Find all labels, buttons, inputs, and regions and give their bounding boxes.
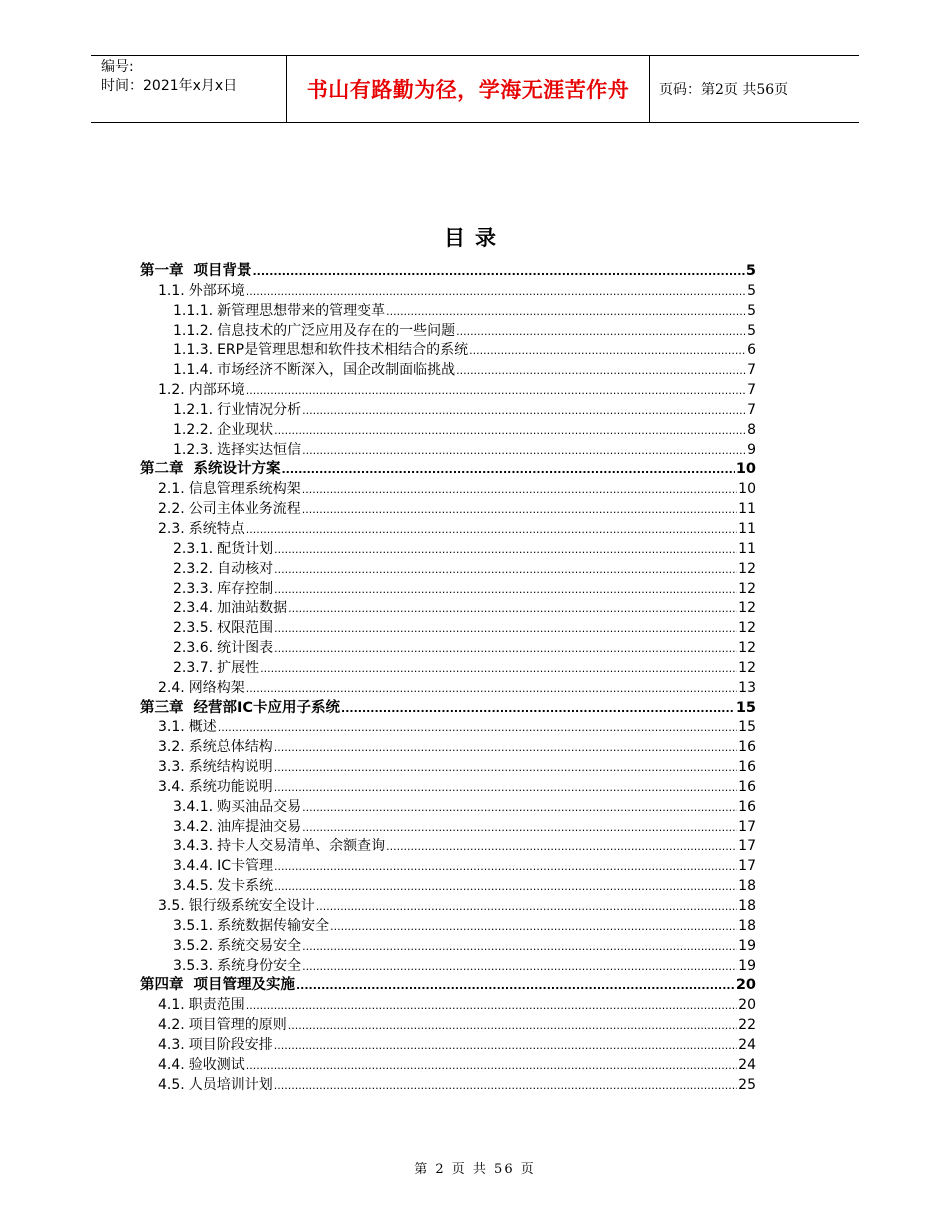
toc-dot-leader [296, 976, 735, 996]
toc-entry-page: 5 [745, 263, 756, 279]
toc-entry-number: 1.1.1. [173, 302, 214, 319]
toc-entry-number: 第一章 [140, 263, 184, 279]
header-meta [101, 58, 237, 96]
toc-entry-page: 16 [738, 759, 756, 776]
toc-entry[interactable] [140, 560, 756, 580]
toc-entry-page: 12 [738, 640, 756, 657]
toc-entry[interactable] [140, 996, 756, 1016]
toc-dot-leader [282, 460, 735, 480]
toc-dot-leader [274, 857, 737, 877]
toc-entry-number: 4.4. [158, 1056, 185, 1073]
toc-dot-leader [253, 262, 745, 282]
toc-entry-page: 10 [738, 481, 756, 498]
toc-dot-leader [302, 401, 746, 421]
toc-entry-number: 2.3.6. [173, 640, 214, 657]
toc-entry-title: 项目背景 [193, 263, 252, 279]
header-page-info: 页码：第2页 共56页 [659, 82, 789, 98]
toc-entry-title: 统计图表 [217, 640, 274, 657]
document-date: 时间：2021年x月x日 [101, 78, 238, 94]
toc-entry-title: 公司主体业务流程 [188, 501, 301, 518]
toc-entry-number: 2.3.2. [173, 560, 214, 577]
toc-entry-page: 5 [747, 282, 756, 299]
toc-entry-page: 17 [738, 818, 756, 835]
toc-entry-number: 1.1.4. [173, 362, 214, 379]
toc-entry-number: 2.1. [158, 481, 185, 498]
toc-entry-page: 22 [738, 1017, 756, 1034]
toc-entry[interactable] [140, 302, 756, 322]
toc-entry-title: 系统特点 [188, 520, 245, 537]
toc-entry[interactable] [140, 1016, 756, 1036]
toc-entry-title: 加油站数据 [217, 600, 288, 617]
toc-entry[interactable] [140, 599, 756, 619]
toc-entry-number: 1.2.2. [173, 421, 214, 438]
toc-entry-page: 12 [738, 560, 756, 577]
toc-entry-title: 购买油品交易 [217, 798, 302, 815]
toc-entry-title: 企业现状 [217, 421, 274, 438]
page-header [91, 55, 859, 123]
toc-entry-title: 系统功能说明 [188, 778, 273, 795]
toc-entry-title: 新管理思想带来的管理变革 [217, 302, 386, 319]
header-divider-right [649, 56, 650, 122]
toc-entry-page: 5 [747, 302, 756, 319]
toc-dot-leader [456, 361, 746, 381]
toc-dot-leader [386, 837, 737, 857]
toc-entry-title: 系统设计方案 [193, 461, 281, 478]
toc-entry-number: 2.3. [158, 520, 185, 537]
toc-entry[interactable] [140, 580, 756, 600]
toc-entry-title: 项目阶段安排 [188, 1036, 273, 1053]
toc-entry-page: 7 [747, 401, 756, 418]
toc-entry[interactable] [140, 937, 756, 957]
toc-entry-page: 24 [738, 1036, 756, 1053]
toc-entry[interactable] [140, 857, 756, 877]
toc-entry-title: 外部环境 [188, 282, 245, 299]
toc-title: 目录 [444, 225, 506, 250]
toc-entry-number: 4.1. [158, 997, 185, 1014]
toc-entry-number: 3.1. [158, 719, 185, 736]
toc-entry-number: 3.5.2. [173, 937, 214, 954]
toc-entry-page: 19 [738, 957, 756, 974]
toc-entry-page: 13 [738, 679, 756, 696]
toc-entry-number: 1.2.3. [173, 441, 214, 458]
toc-entry-number: 1.1.3. [173, 342, 214, 359]
toc-dot-leader [246, 282, 746, 302]
toc-entry-page: 7 [747, 362, 756, 379]
toc-entry-page: 20 [735, 977, 756, 994]
toc-entry-number: 2.2. [158, 501, 185, 518]
toc-dot-leader [274, 1036, 737, 1056]
toc-entry-title: 行业情况分析 [217, 401, 302, 418]
toc-entry[interactable] [140, 778, 756, 798]
toc-entry-number: 3.5.1. [173, 917, 214, 934]
toc-entry-title: 自动核对 [217, 560, 274, 577]
toc-entry[interactable] [140, 282, 756, 302]
toc-entry-title: 银行级系统安全设计 [188, 898, 315, 914]
toc-entry-number: 3.5.3. [173, 957, 214, 974]
toc-entry-title: 配货计划 [217, 540, 274, 557]
toc-entry-page: 17 [738, 858, 756, 875]
toc-dot-leader [288, 599, 737, 619]
toc-dot-leader [246, 520, 737, 540]
toc-entry-page: 20 [738, 997, 756, 1014]
toc-entry-title: 网络构架 [188, 679, 245, 696]
toc-entry-title: 系统交易安全 [217, 937, 302, 954]
toc-entry-page: 15 [738, 719, 756, 736]
toc-dot-leader [302, 798, 737, 818]
toc-entry-page: 16 [738, 778, 756, 795]
toc-entry-title: 信息管理系统构架 [188, 481, 301, 498]
toc-dot-leader [274, 1076, 737, 1096]
toc-entry[interactable] [140, 679, 756, 699]
toc-entry-page: 12 [738, 580, 756, 597]
toc-entry-page: 16 [738, 798, 756, 815]
toc-entry[interactable] [140, 639, 756, 659]
toc-entry[interactable] [140, 718, 756, 738]
toc-dot-leader [260, 659, 737, 679]
toc-entry-page: 12 [738, 620, 756, 637]
toc-entry[interactable] [140, 361, 756, 381]
toc-dot-leader [316, 897, 737, 917]
toc-entry-page: 6 [747, 342, 756, 359]
toc-dot-leader [456, 322, 746, 342]
toc-dot-leader [302, 441, 746, 461]
toc-dot-leader [302, 500, 737, 520]
toc-entry-page: 11 [738, 520, 756, 537]
toc-entry-page: 7 [747, 382, 756, 399]
toc-entry-number: 第二章 [140, 461, 184, 478]
toc-entry-title: 项目管理及实施 [193, 977, 295, 994]
toc-dot-leader [274, 778, 737, 798]
document-number-label: 编号: [101, 59, 134, 75]
table-of-contents [140, 262, 756, 1095]
toc-entry[interactable] [140, 401, 756, 421]
toc-entry-title: 库存控制 [217, 580, 274, 597]
toc-entry-number: 1.2.1. [173, 401, 214, 418]
toc-dot-leader [274, 421, 746, 441]
toc-entry[interactable] [140, 619, 756, 639]
toc-entry[interactable] [140, 421, 756, 441]
toc-entry-number: 3.4.4. [173, 858, 214, 875]
toc-entry-title: 人员培训计划 [188, 1076, 273, 1093]
toc-entry[interactable] [140, 917, 756, 937]
toc-dot-leader [274, 560, 737, 580]
toc-entry[interactable] [140, 659, 756, 679]
toc-entry[interactable] [140, 738, 756, 758]
toc-entry-page: 8 [747, 421, 756, 438]
toc-entry-title: 系统总体结构 [188, 739, 273, 756]
toc-entry-page: 25 [738, 1076, 756, 1093]
toc-entry-number: 2.3.7. [173, 659, 214, 676]
toc-entry[interactable] [140, 480, 756, 500]
toc-entry-title: ERP是管理思想和软件技术相结合的系统 [217, 342, 469, 359]
toc-entry-title: 权限范围 [217, 620, 274, 637]
toc-dot-leader [246, 679, 737, 699]
toc-entry-page: 18 [738, 917, 756, 934]
toc-dot-leader [302, 957, 737, 977]
toc-dot-leader [274, 580, 737, 600]
toc-entry[interactable] [140, 460, 756, 480]
toc-entry[interactable] [140, 818, 756, 838]
toc-dot-leader [274, 738, 737, 758]
toc-entry-title: 系统身份安全 [217, 957, 302, 974]
toc-dot-leader [288, 1016, 737, 1036]
toc-entry-title: 职责范围 [188, 997, 245, 1014]
toc-entry-number: 1.1. [158, 282, 185, 299]
toc-entry-page: 16 [738, 739, 756, 756]
toc-entry[interactable] [140, 877, 756, 897]
toc-entry[interactable] [140, 897, 756, 917]
toc-entry[interactable] [140, 758, 756, 778]
toc-entry-number: 4.5. [158, 1076, 185, 1093]
toc-dot-leader [274, 877, 737, 897]
toc-entry-number: 2.3.4. [173, 600, 214, 617]
toc-entry-title: IC卡管理 [217, 858, 273, 875]
toc-entry[interactable] [140, 322, 756, 342]
toc-entry[interactable] [140, 1076, 756, 1096]
toc-entry[interactable] [140, 441, 756, 461]
toc-entry-page: 17 [738, 838, 756, 855]
toc-dot-leader [274, 540, 737, 560]
toc-entry-number: 2.4. [158, 679, 185, 696]
toc-entry-number: 第三章 [140, 699, 184, 716]
toc-entry-number: 1.1.2. [173, 322, 214, 339]
toc-entry-number: 第四章 [140, 977, 184, 994]
toc-dot-leader [246, 996, 737, 1016]
toc-dot-leader [469, 341, 746, 361]
toc-entry[interactable] [140, 837, 756, 857]
toc-dot-leader [302, 937, 737, 957]
toc-entry[interactable] [140, 957, 756, 977]
toc-entry-number: 3.4.2. [173, 818, 214, 835]
toc-entry-page: 18 [738, 878, 756, 895]
toc-entry-title: 油库提油交易 [217, 818, 302, 835]
toc-entry-page: 10 [735, 461, 756, 478]
toc-entry-number: 3.5. [158, 898, 185, 914]
toc-entry-page: 5 [747, 322, 756, 339]
toc-entry-title: 系统数据传输安全 [217, 917, 330, 934]
toc-entry-page: 18 [738, 898, 756, 914]
toc-entry-title: 发卡系统 [217, 878, 274, 895]
toc-dot-leader [341, 699, 735, 719]
toc-entry-number: 4.2. [158, 1017, 185, 1034]
toc-entry-title: 扩展性 [217, 659, 260, 676]
toc-dot-leader [302, 480, 737, 500]
toc-dot-leader [386, 302, 746, 322]
toc-entry-number: 4.3. [158, 1036, 185, 1053]
toc-entry[interactable] [140, 1056, 756, 1076]
toc-entry[interactable] [140, 540, 756, 560]
toc-entry-title: 持卡人交易清单、余额查询 [217, 838, 386, 855]
toc-entry-page: 11 [738, 501, 756, 518]
toc-entry-number: 2.3.5. [173, 620, 214, 637]
toc-entry-title: 概述 [188, 719, 217, 736]
toc-entry[interactable] [140, 341, 756, 361]
header-motto: 书山有路勤为径，学海无涯苦作舟 [306, 78, 630, 102]
toc-entry-title: 信息技术的广泛应用及存在的一些问题 [217, 322, 456, 339]
toc-entry-number: 3.3. [158, 759, 185, 776]
toc-dot-leader [302, 818, 737, 838]
toc-entry[interactable] [140, 262, 756, 282]
toc-entry-number: 3.4. [158, 778, 185, 795]
toc-entry-number: 3.2. [158, 739, 185, 756]
toc-entry[interactable] [140, 798, 756, 818]
toc-entry-number: 2.3.3. [173, 580, 214, 597]
toc-entry-title: 市场经济不断深入，国企改制面临挑战 [217, 362, 456, 379]
toc-entry-title: 项目管理的原则 [188, 1017, 287, 1034]
toc-entry[interactable] [140, 1036, 756, 1056]
toc-entry-title: 内部环境 [188, 382, 245, 399]
toc-dot-leader [274, 758, 737, 778]
toc-entry-page: 12 [738, 600, 756, 617]
toc-entry-page: 19 [738, 937, 756, 954]
toc-entry-number: 1.2. [158, 382, 185, 399]
toc-dot-leader [246, 1056, 737, 1076]
toc-dot-leader [246, 381, 746, 401]
toc-entry[interactable] [140, 381, 756, 401]
toc-entry-page: 12 [738, 659, 756, 676]
toc-entry-number: 3.4.1. [173, 798, 214, 815]
toc-entry-page: 9 [747, 441, 756, 458]
toc-entry-title: 选择实达恒信 [217, 441, 302, 458]
toc-entry-title: 验收测试 [188, 1056, 245, 1073]
toc-entry-title: 系统结构说明 [188, 759, 273, 776]
toc-dot-leader [330, 917, 737, 937]
toc-entry-page: 11 [738, 540, 756, 557]
toc-entry-page: 24 [738, 1056, 756, 1073]
toc-dot-leader [218, 718, 737, 738]
toc-entry[interactable] [140, 699, 756, 719]
toc-entry[interactable] [140, 500, 756, 520]
toc-entry-number: 2.3.1. [173, 540, 214, 557]
toc-entry-title: 经营部IC卡应用子系统 [193, 699, 341, 716]
page-footer: 第 2 页 共 56 页 [414, 1162, 536, 1177]
toc-dot-leader [274, 619, 737, 639]
toc-entry-page: 15 [735, 699, 756, 716]
toc-dot-leader [274, 639, 737, 659]
toc-entry[interactable] [140, 520, 756, 540]
toc-entry-number: 3.4.5. [173, 878, 214, 895]
toc-entry[interactable] [140, 976, 756, 996]
toc-entry-number: 3.4.3. [173, 838, 214, 855]
